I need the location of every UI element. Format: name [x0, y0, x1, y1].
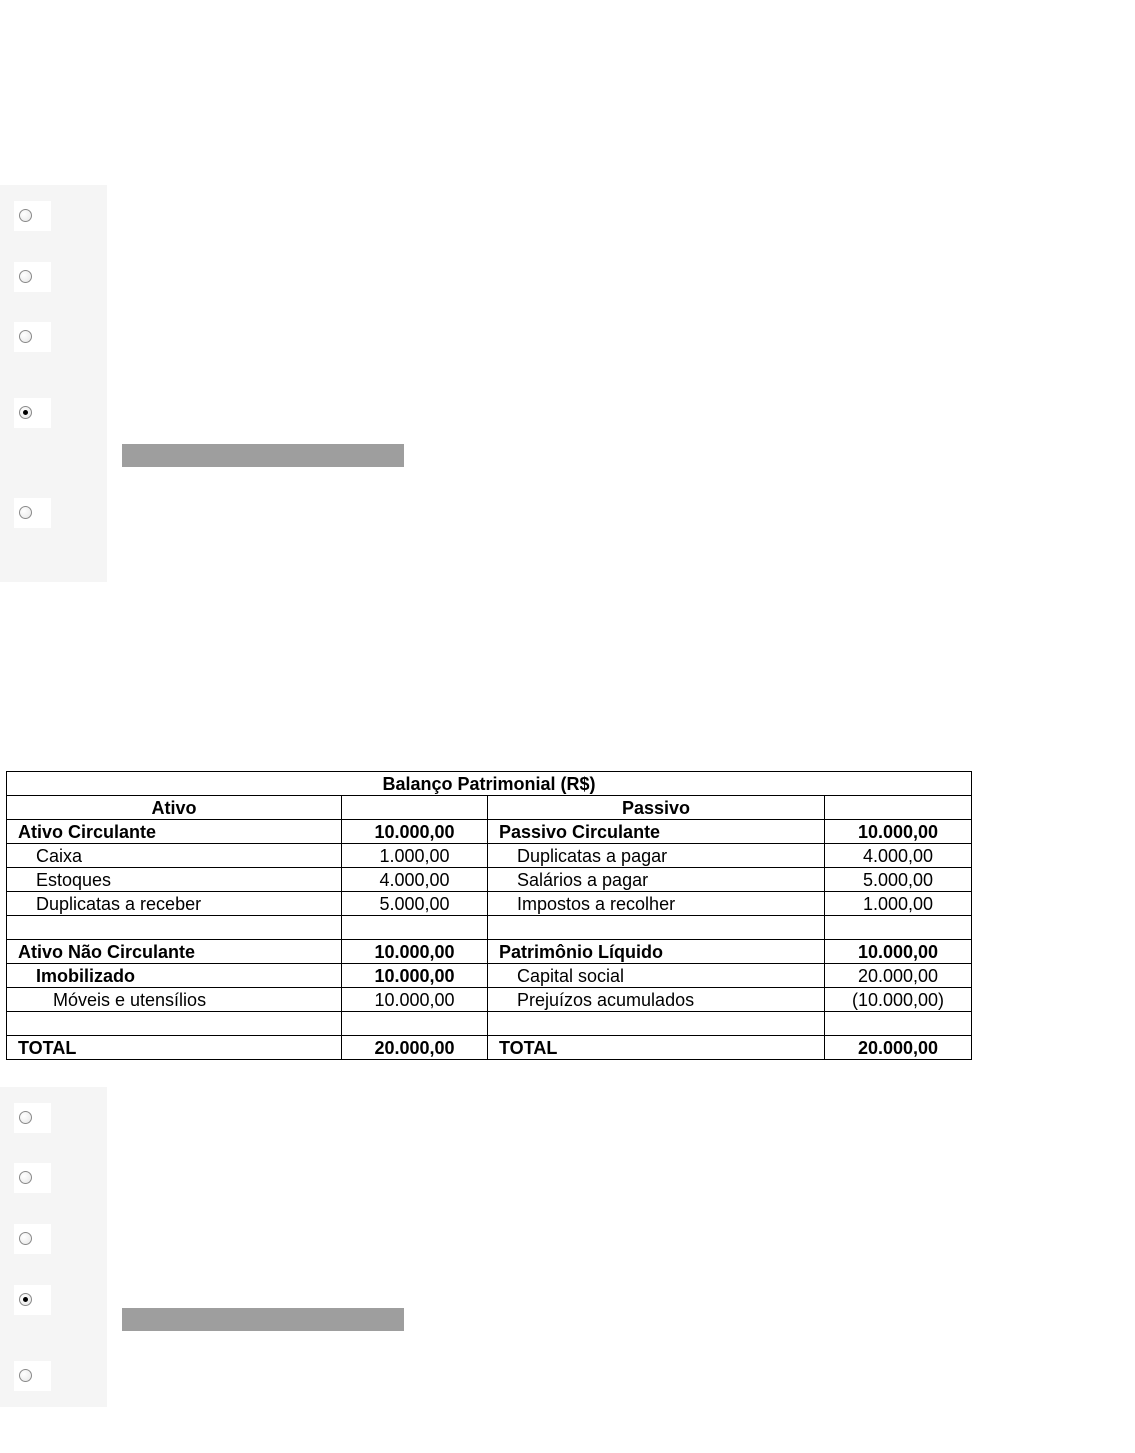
asset-label: Ativo Circulante — [7, 820, 342, 844]
asset-label — [7, 916, 342, 940]
liability-value: 4.000,00 — [825, 844, 972, 868]
asset-value: 10.000,00 — [342, 964, 488, 988]
liabilities-value-header — [825, 796, 972, 820]
liability-value: 5.000,00 — [825, 868, 972, 892]
liability-value — [825, 916, 972, 940]
liability-value: 10.000,00 — [825, 940, 972, 964]
option-d-radio-selected[interactable] — [19, 1293, 32, 1306]
table-row — [7, 868, 972, 892]
option-a-radio[interactable] — [19, 1111, 32, 1124]
table-row — [7, 844, 972, 868]
asset-value: 1.000,00 — [342, 844, 488, 868]
asset-value: 4.000,00 — [342, 868, 488, 892]
asset-label: Estoques — [7, 868, 342, 892]
asset-label — [7, 1012, 342, 1036]
asset-value: 10.000,00 — [342, 940, 488, 964]
table-row — [7, 892, 972, 916]
table-row-empty — [7, 916, 972, 940]
liability-value — [825, 1012, 972, 1036]
asset-label: Duplicatas a receber — [7, 892, 342, 916]
liability-total-label: TOTAL — [488, 1036, 825, 1060]
asset-value: 10.000,00 — [342, 820, 488, 844]
option-d-cell — [14, 398, 51, 428]
question-1-options-panel — [0, 185, 107, 582]
balance-sheet-table — [6, 771, 972, 1060]
liability-label — [488, 1012, 825, 1036]
liability-label: Impostos a recolher — [488, 892, 825, 916]
table-row-total — [7, 1036, 972, 1060]
asset-label: Ativo Não Circulante — [7, 940, 342, 964]
option-e-cell — [14, 1361, 51, 1391]
option-c-radio[interactable] — [19, 330, 32, 343]
option-e-radio[interactable] — [19, 506, 32, 519]
liability-value: 1.000,00 — [825, 892, 972, 916]
asset-label: Imobilizado — [7, 964, 342, 988]
option-c-cell — [14, 322, 51, 352]
option-e-radio[interactable] — [19, 1369, 32, 1382]
option-c-radio[interactable] — [19, 1232, 32, 1245]
liability-label: Duplicatas a pagar — [488, 844, 825, 868]
question-2-options-panel — [0, 1087, 107, 1407]
liability-label: Passivo Circulante — [488, 820, 825, 844]
liability-value: 20.000,00 — [825, 964, 972, 988]
liability-label: Prejuízos acumulados — [488, 988, 825, 1012]
asset-value — [342, 1012, 488, 1036]
asset-total-label: TOTAL — [7, 1036, 342, 1060]
option-b-cell — [14, 262, 51, 292]
option-a-cell — [14, 201, 51, 231]
liabilities-header: Passivo — [488, 796, 825, 820]
liability-total-value: 20.000,00 — [825, 1036, 972, 1060]
liability-value: 10.000,00 — [825, 820, 972, 844]
table-row — [7, 988, 972, 1012]
table-row-empty — [7, 1012, 972, 1036]
option-d-cell — [14, 1285, 51, 1315]
asset-label: Caixa — [7, 844, 342, 868]
option-b-cell — [14, 1163, 51, 1193]
table-title: Balanço Patrimonial (R$) — [7, 772, 972, 796]
option-b-radio[interactable] — [19, 270, 32, 283]
liability-label: Patrimônio Líquido — [488, 940, 825, 964]
liability-label: Salários a pagar — [488, 868, 825, 892]
answer-feedback-bar — [122, 1308, 404, 1331]
answer-feedback-bar — [122, 444, 404, 467]
option-a-cell — [14, 1103, 51, 1133]
table-row — [7, 964, 972, 988]
assets-value-header — [342, 796, 488, 820]
table-row — [7, 940, 972, 964]
asset-value — [342, 916, 488, 940]
liability-label — [488, 916, 825, 940]
option-c-cell — [14, 1224, 51, 1254]
asset-total-value: 20.000,00 — [342, 1036, 488, 1060]
liability-label: Capital social — [488, 964, 825, 988]
option-b-radio[interactable] — [19, 1171, 32, 1184]
asset-value: 10.000,00 — [342, 988, 488, 1012]
option-d-radio-selected[interactable] — [19, 406, 32, 419]
asset-label: Móveis e utensílios — [7, 988, 342, 1012]
asset-value: 5.000,00 — [342, 892, 488, 916]
option-e-cell — [14, 498, 51, 528]
liability-value: (10.000,00) — [825, 988, 972, 1012]
option-a-radio[interactable] — [19, 209, 32, 222]
assets-header: Ativo — [7, 796, 342, 820]
table-row — [7, 820, 972, 844]
